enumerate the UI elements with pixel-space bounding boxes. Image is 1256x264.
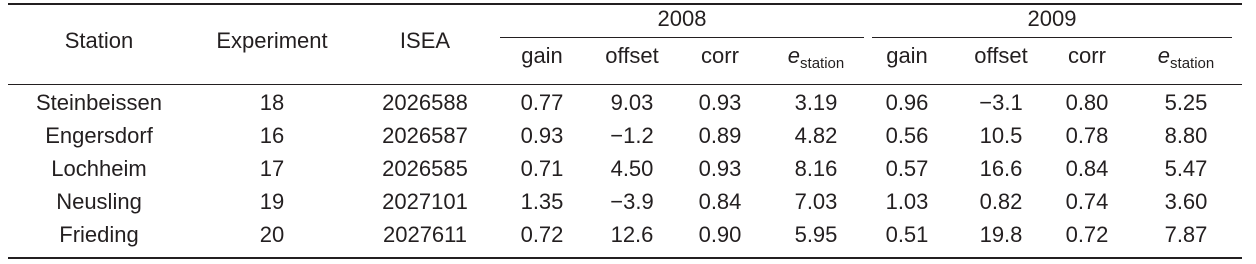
e-symbol: e — [787, 43, 801, 68]
cell-e-station: 5.47 — [1164, 156, 1208, 181]
cell-offset: 0.82 — [979, 189, 1023, 214]
cell-corr: 0.93 — [698, 156, 742, 181]
cell-e-station: 5.95 — [794, 222, 838, 247]
cell-e-station: 5.25 — [1164, 90, 1208, 115]
cell-e-station: 8.80 — [1164, 123, 1208, 148]
header-offset: offset — [974, 43, 1028, 68]
cell-corr: 0.72 — [1065, 222, 1109, 247]
cell-station: Steinbeissen — [36, 90, 162, 115]
year-group-rule — [500, 37, 864, 38]
cell-corr: 0.90 — [698, 222, 742, 247]
cell-gain: 0.77 — [520, 90, 564, 115]
cell-e-station: 3.60 — [1164, 189, 1208, 214]
cell-isea: 2026587 — [382, 123, 468, 148]
cell-experiment: 18 — [259, 90, 285, 115]
cell-corr: 0.80 — [1065, 90, 1109, 115]
cell-e-station: 3.19 — [794, 90, 838, 115]
cell-station: Lochheim — [51, 156, 147, 181]
header-station: Station — [64, 28, 134, 53]
e-subscript: station — [800, 55, 845, 72]
header-gain: gain — [886, 43, 928, 68]
cell-offset: 12.6 — [610, 222, 654, 247]
cell-isea: 2026585 — [382, 156, 468, 181]
cell-experiment: 17 — [259, 156, 285, 181]
cell-gain: 0.96 — [885, 90, 929, 115]
cell-offset: −3.1 — [979, 90, 1023, 115]
cell-corr: 0.89 — [698, 123, 742, 148]
cell-corr: 0.78 — [1065, 123, 1109, 148]
header-offset: offset — [605, 43, 659, 68]
header-corr: corr — [701, 43, 739, 68]
cell-gain: 1.35 — [520, 189, 564, 214]
cell-experiment: 20 — [259, 222, 285, 247]
header-bottom-rule — [8, 84, 1242, 85]
cell-offset: 10.5 — [979, 123, 1023, 148]
header-year-2009: 2009 — [1027, 6, 1077, 31]
cell-e-station: 7.87 — [1164, 222, 1208, 247]
cell-e-station: 4.82 — [794, 123, 838, 148]
header-e-station — [787, 43, 845, 72]
table-bottom-rule — [8, 257, 1242, 259]
cell-corr: 0.84 — [698, 189, 742, 214]
cell-isea: 2026588 — [382, 90, 468, 115]
cell-isea: 2027611 — [382, 222, 468, 247]
cell-gain: 0.93 — [520, 123, 564, 148]
cell-offset: 9.03 — [610, 90, 654, 115]
cell-station: Frieding — [59, 222, 139, 247]
year-group-rule — [872, 37, 1232, 38]
e-subscript: station — [1170, 55, 1215, 72]
cell-gain: 0.71 — [520, 156, 564, 181]
cell-gain: 1.03 — [885, 189, 929, 214]
header-gain: gain — [521, 43, 563, 68]
cell-offset: 4.50 — [610, 156, 654, 181]
cell-gain: 0.57 — [885, 156, 929, 181]
cell-corr: 0.84 — [1065, 156, 1109, 181]
header-e-station — [1157, 43, 1215, 72]
header-year-2008: 2008 — [657, 6, 707, 31]
cell-isea: 2027101 — [382, 189, 468, 214]
header-experiment: Experiment — [216, 28, 328, 53]
cell-corr: 0.74 — [1065, 189, 1109, 214]
header-corr: corr — [1068, 43, 1106, 68]
cell-corr: 0.93 — [698, 90, 742, 115]
table-top-rule — [8, 3, 1242, 5]
header-isea: ISEA — [399, 28, 451, 53]
cell-experiment: 16 — [259, 123, 285, 148]
cell-offset: 19.8 — [979, 222, 1023, 247]
cell-offset: −1.2 — [610, 123, 654, 148]
cell-gain: 0.51 — [885, 222, 929, 247]
cell-station: Engersdorf — [45, 123, 153, 148]
cell-offset: −3.9 — [610, 189, 654, 214]
cell-station: Neusling — [56, 189, 142, 214]
cell-offset: 16.6 — [979, 156, 1023, 181]
cell-experiment: 19 — [259, 189, 285, 214]
cell-e-station: 8.16 — [794, 156, 838, 181]
cell-e-station: 7.03 — [794, 189, 838, 214]
cell-gain: 0.72 — [520, 222, 564, 247]
cell-gain: 0.56 — [885, 123, 929, 148]
e-symbol: e — [1157, 43, 1171, 68]
